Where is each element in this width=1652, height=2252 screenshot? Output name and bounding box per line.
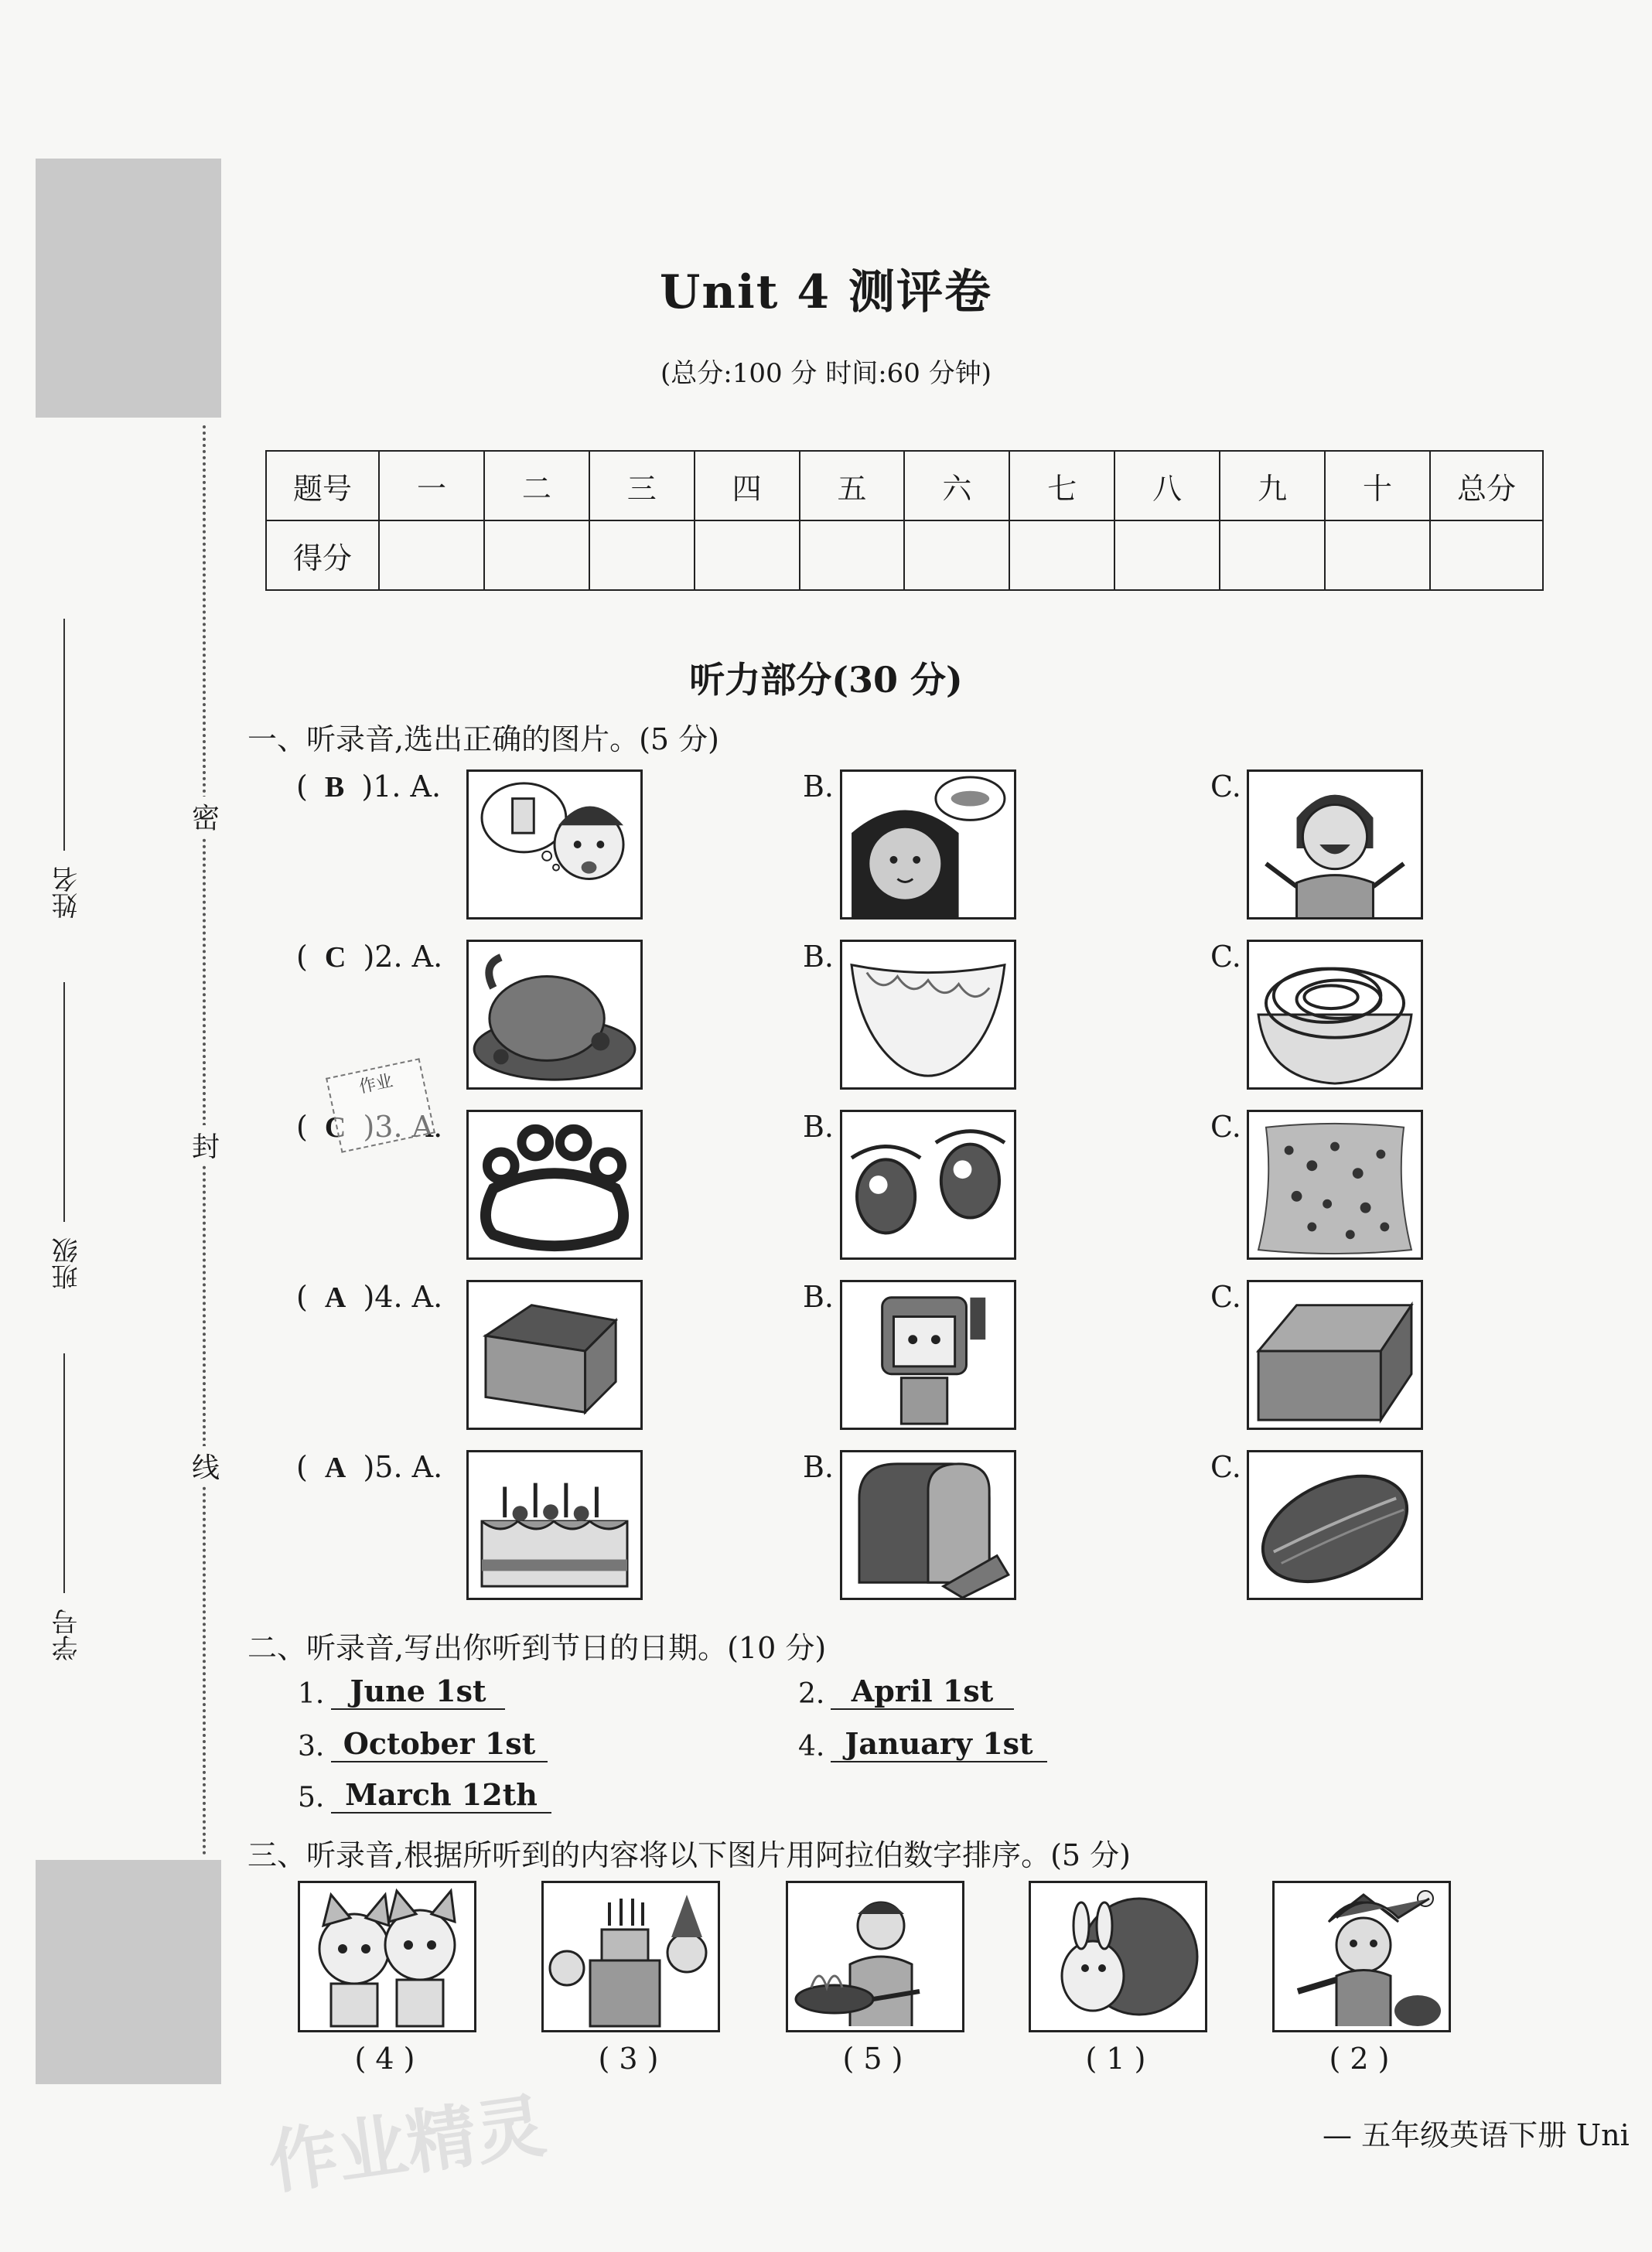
score-table-header-row xyxy=(266,451,1543,520)
page-title: Unit 4 测评卷 xyxy=(660,265,992,319)
fill-item-5-answer[interactable]: March 12th xyxy=(331,1777,551,1814)
option-b-label: B. xyxy=(803,1280,835,1314)
question-5-label xyxy=(296,1450,442,1485)
fill-item-3-answer[interactable]: October 1st xyxy=(331,1726,548,1762)
score-cell: 题号 xyxy=(266,451,379,520)
watermark: 作业精灵 xyxy=(263,2084,551,2205)
score-input-cell[interactable] xyxy=(904,520,1009,590)
birthday-cake-icon[interactable] xyxy=(466,1450,643,1600)
score-input-cell[interactable] xyxy=(1325,520,1430,590)
part3-title: 三、听录音,根据所听到的内容将以下图片用阿拉伯数字排序。(5 分) xyxy=(247,1838,1131,1872)
score-cell: 九 xyxy=(1220,451,1325,520)
part1-title: 一、听录音,选出正确的图片。(5 分) xyxy=(247,722,719,756)
score-cell: 八 xyxy=(1114,451,1220,520)
seal-char-mi: 密 xyxy=(192,797,220,836)
question-3-number: )3. A. xyxy=(363,1110,443,1144)
option-b-label: B. xyxy=(803,1450,835,1484)
question-3-answer[interactable]: C xyxy=(324,1111,346,1144)
paren-open: ( xyxy=(296,769,308,804)
fill-item-4-number: 4. xyxy=(798,1731,825,1762)
score-table xyxy=(265,450,1544,591)
score-table-score-row xyxy=(266,520,1543,590)
two-cats-icon[interactable] xyxy=(298,1881,476,2032)
question-1-answer[interactable]: B xyxy=(324,771,345,804)
leopard-fur-icon[interactable] xyxy=(1247,1110,1423,1260)
score-cell: 七 xyxy=(1009,451,1114,520)
listening-section-title: 听力部分(30 分) xyxy=(689,659,963,701)
score-input-cell[interactable] xyxy=(1114,520,1220,590)
score-cell: 四 xyxy=(695,451,800,520)
fill-item-3-number: 3. xyxy=(298,1731,325,1762)
seal-char-feng: 封 xyxy=(192,1125,220,1165)
happy-girl-icon[interactable] xyxy=(1247,769,1423,920)
score-cell: 总分 xyxy=(1430,451,1543,520)
closed-box-icon[interactable] xyxy=(1247,1280,1423,1430)
question-2-label xyxy=(296,940,442,974)
zongzi-icon[interactable] xyxy=(1247,1450,1423,1600)
robot-phone-icon[interactable] xyxy=(840,1280,1016,1430)
question-4-label xyxy=(296,1280,442,1315)
dumpling-icon[interactable] xyxy=(840,940,1016,1090)
roast-turkey-icon[interactable] xyxy=(466,940,643,1090)
option-c-label: C. xyxy=(1210,1110,1241,1144)
order-answer-4[interactable]: ( 1 ) xyxy=(1085,2042,1146,2076)
score-input-cell[interactable] xyxy=(1220,520,1325,590)
open-box-icon[interactable] xyxy=(466,1280,643,1430)
fill-item-5-number: 5. xyxy=(298,1782,325,1814)
option-c-label: C. xyxy=(1210,1450,1241,1484)
question-4-answer[interactable]: A xyxy=(324,1281,346,1314)
fill-item-2-number: 2. xyxy=(798,1678,825,1710)
question-2-number: )2. A. xyxy=(363,940,443,974)
question-4-number: )4. A. xyxy=(363,1280,443,1314)
option-b-label: B. xyxy=(803,769,835,804)
seal-char-xian: 线 xyxy=(192,1446,220,1486)
score-cell: 六 xyxy=(904,451,1009,520)
score-input-cell[interactable] xyxy=(484,520,589,590)
score-input-cell[interactable] xyxy=(379,520,484,590)
cartoon-eyes-icon[interactable] xyxy=(840,1110,1016,1260)
rabbit-mooncake-icon[interactable] xyxy=(1029,1881,1207,2032)
santa-boy-icon[interactable] xyxy=(1272,1881,1451,2032)
bread-loaf-icon[interactable] xyxy=(840,1450,1016,1600)
name-label: 姓名 xyxy=(52,866,83,919)
paren-open: ( xyxy=(296,1110,308,1144)
option-b-label: B. xyxy=(803,1110,835,1144)
fill-item-4-answer[interactable]: January 1st xyxy=(831,1726,1047,1762)
girl-thinking-food-icon[interactable] xyxy=(840,769,1016,920)
margin-gray-block-bottom xyxy=(36,1860,221,2084)
score-input-cell[interactable] xyxy=(589,520,695,590)
paren-open: ( xyxy=(296,940,308,974)
score-input-cell[interactable] xyxy=(800,520,905,590)
score-row-label: 得分 xyxy=(266,520,379,590)
score-cell: 三 xyxy=(589,451,695,520)
stamp: 作业 xyxy=(326,1058,435,1153)
cooking-man-icon[interactable] xyxy=(786,1881,964,2032)
fill-item-1-answer[interactable]: June 1st xyxy=(331,1674,505,1710)
fill-item-1-number: 1. xyxy=(298,1678,325,1710)
fill-item-2-answer[interactable]: April 1st xyxy=(831,1674,1014,1710)
order-answer-2[interactable]: ( 3 ) xyxy=(598,2042,659,2076)
order-answer-1[interactable]: ( 4 ) xyxy=(354,2042,415,2076)
thinking-boy-icon[interactable] xyxy=(466,769,643,920)
paren-open: ( xyxy=(296,1450,308,1484)
paren-open: ( xyxy=(296,1280,308,1314)
page-footer: — 五年级英语下册 Uni xyxy=(1323,2118,1630,2152)
class-label: 班级 xyxy=(52,1237,83,1290)
score-cell: 二 xyxy=(484,451,589,520)
party-cake-icon[interactable] xyxy=(541,1881,720,2032)
question-2-answer[interactable]: C xyxy=(324,941,346,974)
class-field-line[interactable] xyxy=(63,982,65,1222)
score-cell: 五 xyxy=(800,451,905,520)
score-cell: 一 xyxy=(379,451,484,520)
paw-print-icon[interactable] xyxy=(466,1110,643,1260)
score-input-cell[interactable] xyxy=(1009,520,1114,590)
question-5-number: )5. A. xyxy=(363,1450,443,1484)
score-input-cell[interactable] xyxy=(695,520,800,590)
order-answer-5[interactable]: ( 2 ) xyxy=(1329,2042,1390,2076)
option-b-label: B. xyxy=(803,940,835,974)
score-cell: 十 xyxy=(1325,451,1430,520)
option-c-label: C. xyxy=(1210,940,1241,974)
part2-title: 二、听录音,写出你听到节日的日期。(10 分) xyxy=(247,1631,827,1665)
order-answer-3[interactable]: ( 5 ) xyxy=(842,2042,903,2076)
question-5-answer[interactable]: A xyxy=(324,1452,346,1484)
question-1-label xyxy=(296,769,441,804)
student-id-label: 学号 xyxy=(52,1609,83,1661)
page-subtitle: (总分:100 分 时间:60 分钟) xyxy=(660,358,992,389)
noodles-bowl-icon[interactable] xyxy=(1247,940,1423,1090)
option-c-label: C. xyxy=(1210,769,1241,804)
student-id-field-line[interactable] xyxy=(63,1353,65,1593)
option-c-label: C. xyxy=(1210,1280,1241,1314)
title-wrap xyxy=(0,255,1652,322)
score-input-cell[interactable] xyxy=(1430,520,1543,590)
question-1-number: )1. A. xyxy=(361,769,442,804)
